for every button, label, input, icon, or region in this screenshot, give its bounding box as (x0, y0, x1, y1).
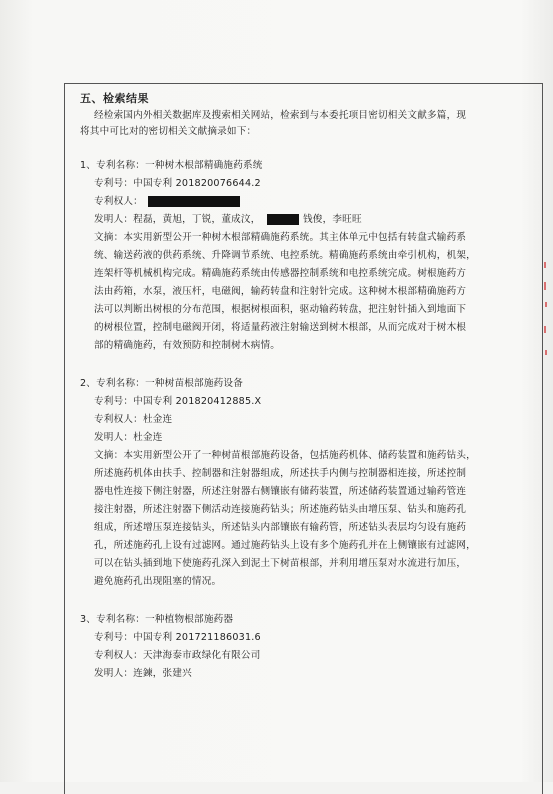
ink-mark (544, 282, 546, 290)
patent-inventors: 发明人：连鍊，张建兴 (94, 668, 192, 679)
abstract-line: 部的精确施药，有效预防和控制树木病情。 (94, 340, 281, 351)
abstract-line: 的树根位置，控制电磁阀开闭，将适量药液注射输送到树木根部，从而完成对于树木根 (94, 322, 467, 333)
abstract-line: 文摘：本实用新型公开了一种树苗根部施药设备，包括施药机体、储药装置和施药钻头， (94, 450, 476, 461)
abstract-line: 统、输送药液的供药系统、升降调节系统、电控系统。精确施药系统由牵引机构，机架， (94, 250, 476, 261)
redaction-block (148, 196, 240, 207)
intro-line: 将其中可比对的密切相关文献摘录如下： (80, 126, 257, 137)
patent-inventors-rest: 钱俊，李旺旺 (303, 214, 362, 225)
abstract-line: 所述施药机体由扶手、控制器和注射器组成，所述扶手内侧与控制器相连接，所述控制 (94, 468, 467, 479)
redaction-block (267, 214, 299, 225)
ink-mark (545, 350, 547, 355)
patent-owner: 专利权人： (94, 196, 143, 207)
patent-number: 专利号：中国专利 201721186031.6 (94, 632, 261, 643)
patent-title: 2、专利名称：一种树苗根部施药设备 (80, 378, 244, 389)
abstract-line: 连架杆等机械机构完成。精确施药系统由传感器控制系统和电控系统完成。树根施药方 (94, 268, 467, 279)
patent-inventors: 发明人：杜金连 (94, 432, 163, 443)
abstract-line: 器电性连接下侧注射器，所述注射器右侧镶嵌有储药装置，所述储药装置通过输药管连 (94, 486, 467, 497)
abstract-line: 组成，所述增压泵连接钻头，所述钻头内部镶嵌有输药管，所述钻头表层均匀设有施药 (94, 522, 467, 533)
patent-number: 专利号：中国专利 201820412885.X (94, 396, 262, 407)
abstract-line: 法由药箱，水泵，液压杆，电磁阀，输药转盘和注射针完成。这种树木根部精确施药方 (94, 286, 467, 297)
ink-mark (545, 302, 547, 307)
intro-line: 经检索国内外相关数据库及搜索相关网站，检索到与本委托项目密切相关文献多篇，现 (94, 110, 467, 121)
patent-title: 3、专利名称：一种植物根部施药器 (80, 614, 234, 625)
patent-owner: 专利权人：杜金连 (94, 414, 173, 425)
abstract-line: 孔，所述施药孔上设有过滤网。通过施药钻头上设有多个施药孔并在上侧镶嵌有过滤网， (94, 540, 476, 551)
patent-inventors: 发明人：程磊，黄旭，丁锐，董成汶， (94, 214, 261, 225)
patent-title: 1、专利名称：一种树木根部精确施药系统 (80, 160, 263, 171)
abstract-line: 避免施药孔出现阻塞的情况。 (94, 576, 222, 587)
abstract-line: 文摘：本实用新型公开一种树木根部精确施药系统。其主体单元中包括有转盘式输药系 (94, 232, 467, 243)
ink-mark (544, 262, 546, 268)
ink-mark (544, 326, 546, 333)
patent-owner: 专利权人：天津海泰市政绿化有限公司 (94, 650, 261, 661)
section-title: 五、检索结果 (80, 92, 149, 105)
abstract-line: 可以在钻头插到地下使施药孔深入到泥土下树苗根部，并利用增压泵对水流进行加压， (94, 558, 467, 569)
patent-number: 专利号：中国专利 201820076644.2 (94, 178, 261, 189)
abstract-line: 接注射器，所述注射器下侧活动连接施药钻头；所述施药钻头由增压泵、钻头和施药孔 (94, 504, 467, 515)
abstract-line: 法可以判断出树根的分布范围，根据树根面积，驱动输药转盘，把注射针插入到地面下 (94, 304, 467, 315)
